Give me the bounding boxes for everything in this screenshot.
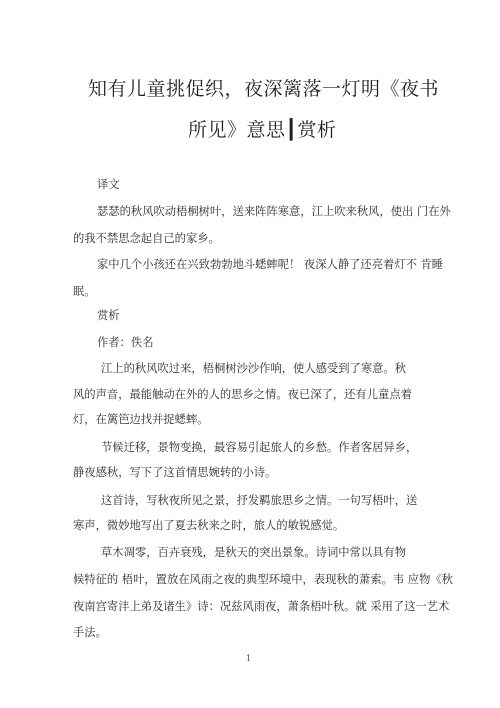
paragraph-line: 候特征的 梧叶，置放在风雨之夜的典型环境中，表现秋的萧索。韦 应物《秋 <box>73 573 453 586</box>
paragraph-line: 风的声音，最能触动在外的人的思乡之情。夜已深了，还有儿童点着 <box>73 388 412 401</box>
section-heading-translation: 译文 <box>97 178 120 191</box>
paragraph-line: 眠。 <box>73 285 96 298</box>
paragraph-line: 夜南宫寄沣上弟及诸生》诗：况兹风雨夜，萧条梧叶秋。就 采用了这一艺术 <box>73 600 450 613</box>
paragraph-line: 江上的秋风吹过来，梧桐树沙沙作响，使人感受到了寒意。秋 <box>101 362 407 375</box>
paragraph-line: 静夜感秋，写下了这首情思婉转的小诗。 <box>73 466 277 479</box>
page-number: 1 <box>246 654 252 663</box>
paragraph-line: 草木凋零，百卉衰残，是秋天的突出景象。诗词中常以具有物 <box>101 546 407 559</box>
paragraph-line: 节候迁移，景物变换，最容易引起旅人的乡愁。作者客居异乡， <box>101 441 418 454</box>
paragraph-line: 瑟瑟的秋风吹动梧桐树叶，送来阵阵寒意，江上吹来秋风，使出 门在外 <box>97 205 451 218</box>
paragraph-line: 手法。 <box>73 626 107 639</box>
section-heading-appreciation: 赏析 <box>97 309 120 322</box>
author-line: 作者：佚名 <box>97 336 154 349</box>
paragraph-line: 家中几个小孩还在兴致勃勃地斗蟋蟀呢！ 夜深人静了还亮着灯不 肯睡 <box>97 258 444 271</box>
title-line-2: 所见》意思┃赏析 <box>188 119 337 141</box>
paragraph-line: 这首诗，写秋夜所见之景，抒发羁旅思乡之情。一句写梧叶，送 <box>101 494 418 507</box>
paragraph-line: 灯，在篱笆边找并捉蟋蟀。 <box>73 413 209 426</box>
paragraph-line: 的我不禁思念起自己的家乡。 <box>73 232 220 245</box>
paragraph-line: 寒声，微妙地写出了夏去秋来之时，旅人的敏锐感觉。 <box>73 519 345 532</box>
title-line-1: 知有儿童挑促织，夜深篱落一灯明《夜书 <box>88 78 440 100</box>
